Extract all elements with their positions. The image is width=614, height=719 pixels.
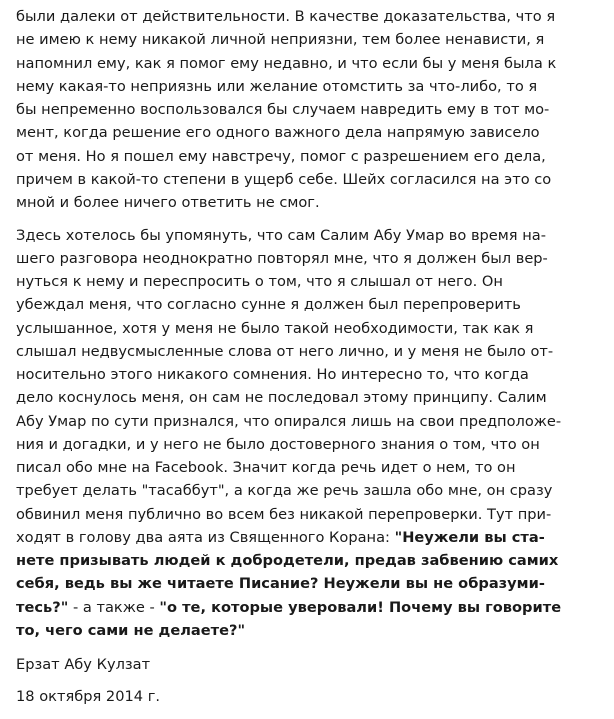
author-signature: Ерзат Абу Кулзат bbox=[16, 656, 151, 673]
text-line: ния и догадки, и у него не было достоверного знания о том, что он bbox=[16, 435, 540, 453]
text-line: услышанное, хотя у меня не было такой необходимости, так как я bbox=[16, 319, 534, 337]
text-segment: ходят в голову два аята из Священного Корана: bbox=[16, 528, 395, 546]
quran-quote-bold: тесь?" bbox=[16, 598, 69, 616]
quran-quote-bold: нете призывать людей к добродетели, предав забвению самих bbox=[16, 552, 559, 570]
text-line: убеждал меня, что согласно сунне я должен был перепроверить bbox=[16, 296, 521, 314]
text-line: нуться к нему и переспросить о том, что я слышал от него. Он bbox=[16, 273, 503, 291]
text-line: нему какая-то неприязнь или желание отомстить за что-либо, то я bbox=[16, 77, 538, 95]
text-line: причем в какой-то степени в ущерб себе. Шейх согласился на это со bbox=[16, 170, 552, 188]
text-line: напомнил ему, как я помог ему недавно, и что если бы у меня была к bbox=[16, 54, 557, 72]
text-line: требует делать "тасаббут", а когда же речь зашла обо мне, он сразу bbox=[16, 482, 553, 500]
document-body bbox=[16, 5, 601, 652]
text-line: слышал недвусмысленные слова от него лично, и у меня не было от- bbox=[16, 342, 554, 360]
text-line: обвинил меня публично во всем без никакой перепроверки. Тут при- bbox=[16, 505, 552, 523]
quran-quote-bold: то, чего сами не делаете?" bbox=[16, 621, 246, 639]
text-line: от меня. Но я пошел ему навстречу, помог с разрешением его дела, bbox=[16, 147, 546, 165]
quran-quote-bold: "о те, которые уверовали! Почему вы говорите bbox=[159, 598, 562, 616]
text-line: мной и более ничего ответить не смог. bbox=[16, 194, 320, 211]
text-line: были далеки от действительности. В качестве доказательства, что я bbox=[16, 8, 556, 25]
text-line: бы непременно воспользовался бы случаем навредить ему в тот мо- bbox=[16, 101, 550, 118]
paragraph-1 bbox=[16, 5, 601, 214]
text-line: мент, когда решение его одного важного дела напрямую зависело bbox=[16, 124, 540, 142]
quran-quote-bold: "Неужели вы ста- bbox=[394, 528, 545, 546]
text-line: дело коснулось меня, он сам не последовал этому принципу. Салим bbox=[16, 389, 547, 407]
text-line: Абу Умар по сути признался, что опирался лишь на свои предположе- bbox=[16, 412, 562, 430]
text-line: писал обо мне на Facebook. Значит когда речь идет о нем, то он bbox=[16, 459, 516, 477]
text-line: не имею к нему никакой личной неприязни, тем более ненависти, я bbox=[16, 31, 545, 49]
text-line: шего разговора неоднократно повторял мне, что я должен был вер- bbox=[16, 249, 548, 267]
text-segment: - а также - bbox=[68, 598, 160, 616]
text-line-mixed bbox=[16, 526, 601, 549]
paragraph-2 bbox=[16, 224, 601, 643]
document-date: 18 октября 2014 г. bbox=[16, 688, 160, 705]
text-line: носительно этого никакого сомнения. Но интересно то, что когда bbox=[16, 366, 529, 384]
text-line: Здесь хотелось бы упомянуть, что сам Салим Абу Умар во время на- bbox=[16, 226, 546, 244]
quran-quote-bold: себя, ведь вы же читаете Писание? Неужели вы не образуми- bbox=[16, 575, 545, 593]
text-line-mixed bbox=[16, 596, 601, 619]
